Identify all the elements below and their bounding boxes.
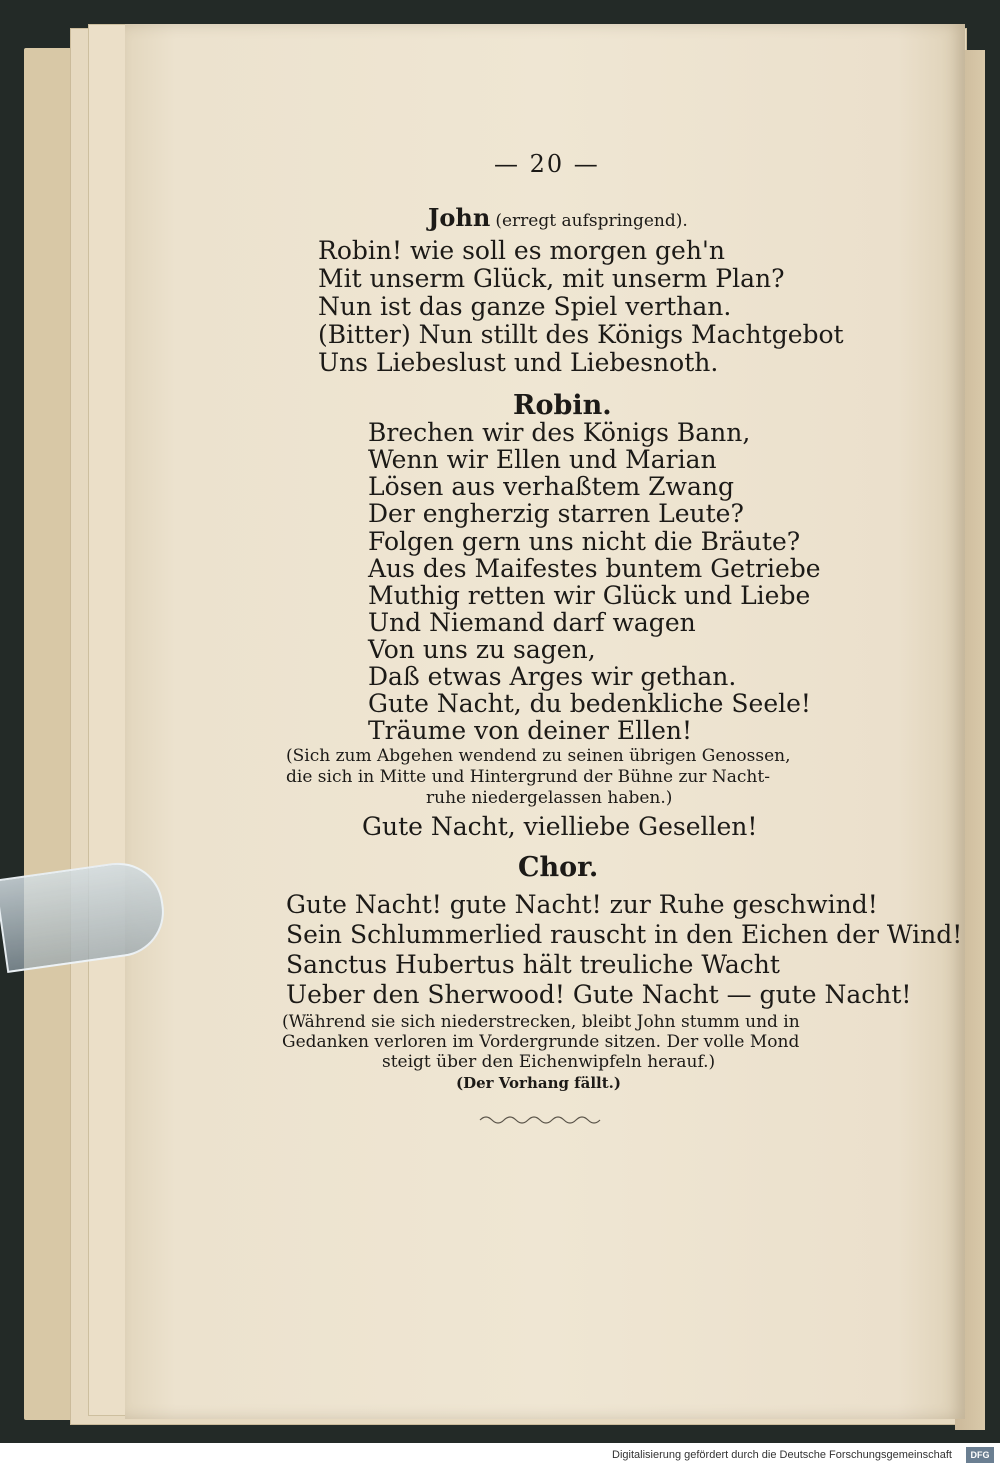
john-heading: [428, 203, 688, 232]
curtain-note: (Der Vorhang fällt.): [456, 1074, 621, 1092]
robin-line: Muthig retten wir Glück und Liebe: [368, 581, 811, 610]
stage-direction-line: ruhe niedergelassen haben.): [426, 788, 673, 808]
speaker-john: John: [428, 203, 491, 232]
chor-line: Ueber den Sherwood! Gute Nacht — gute Nacht!: [286, 980, 912, 1009]
stage-direction-line: die sich in Mitte und Hintergrund der Bühne zur Nacht-: [286, 767, 770, 787]
john-direction: (erregt aufspringend).: [495, 211, 688, 231]
dfg-logo: DFG: [966, 1447, 994, 1463]
stage-direction-line: Gedanken verloren im Vordergrunde sitzen. Der volle Mond: [282, 1032, 800, 1052]
robin-line: Lösen aus verhaßtem Zwang: [368, 472, 734, 501]
footer-credit: Digitalisierung gefördert durch die Deutsche Forschungsgemeinschaft: [612, 1449, 952, 1461]
stage-direction-line: steigt über den Eichenwipfeln herauf.): [382, 1052, 716, 1072]
john-line: Nun ist das ganze Spiel verthan.: [318, 292, 732, 321]
robin-line: Aus des Maifestes buntem Getriebe: [368, 554, 821, 583]
robin-line: Folgen gern uns nicht die Bräute?: [368, 527, 801, 556]
page-number: — 20 —: [494, 150, 600, 178]
robin-line: Träume von deiner Ellen!: [368, 716, 693, 745]
john-line: Mit unserm Glück, mit unserm Plan?: [318, 264, 785, 293]
robin-line: Daß etwas Arges wir gethan.: [368, 662, 737, 691]
stage-direction-line: (Während sie sich niederstrecken, bleibt John stumm und in: [282, 1012, 800, 1032]
stage-direction-line: (Sich zum Abgehen wendend zu seinen übrigen Genossen,: [286, 746, 791, 766]
robin-line: Und Niemand darf wagen: [368, 608, 696, 637]
chor-line: Sanctus Hubertus hält treuliche Wacht: [286, 950, 780, 979]
robin-line: Gute Nacht, du bedenkliche Seele!: [368, 689, 811, 718]
chor-line: Sein Schlummerlied rauscht in den Eichen der Wind!: [286, 920, 963, 949]
robin-final-line: Gute Nacht, vielliebe Gesellen!: [362, 812, 758, 841]
john-line: (Bitter) Nun stillt des Königs Machtgebot: [318, 320, 844, 349]
john-line: Uns Liebeslust und Liebesnoth.: [318, 348, 719, 377]
robin-line: Brechen wir des Königs Bann,: [368, 418, 751, 447]
robin-line: Der engherzig starren Leute?: [368, 499, 744, 528]
john-line: Robin! wie soll es morgen geh'n: [318, 236, 725, 265]
flourish-ornament: [478, 1112, 608, 1128]
speaker-robin: Robin.: [513, 390, 612, 421]
robin-line: Von uns zu sagen,: [368, 635, 596, 664]
chor-line: Gute Nacht! gute Nacht! zur Ruhe geschwind!: [286, 890, 878, 919]
robin-line: Wenn wir Ellen und Marian: [368, 445, 717, 474]
speaker-chor: Chor.: [518, 852, 599, 883]
